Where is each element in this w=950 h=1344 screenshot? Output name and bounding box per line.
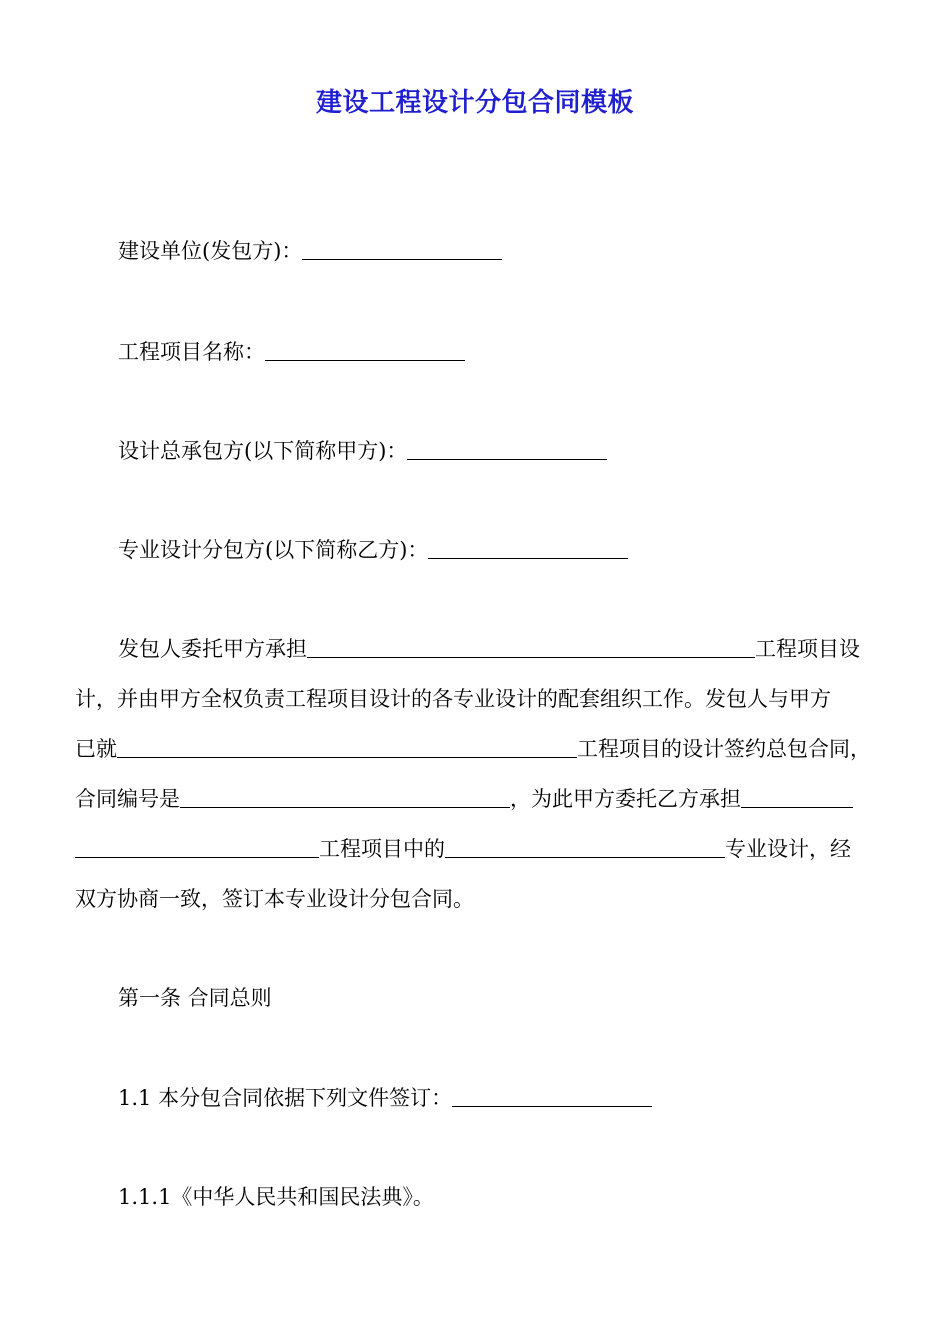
subcontractor-label: 专业设计分包方(以下简称乙方)： xyxy=(118,538,429,562)
intro-text: 工程项目设 xyxy=(755,637,860,661)
general-contractor-field xyxy=(118,436,607,466)
general-contractor-label: 设计总承包方(以下简称甲方)： xyxy=(118,439,408,463)
project-name-label: 工程项目名称： xyxy=(118,340,265,364)
intro-text: 计，并由甲方全权负责工程项目设计的各专业设计的配套组织工作。发包人与甲方 xyxy=(75,687,831,711)
intro-line-5 xyxy=(75,834,880,864)
contract-number-blank[interactable] xyxy=(180,787,510,808)
intro-text: 工程项目的设计签约总包合同， xyxy=(577,737,871,761)
general-contractor-blank[interactable] xyxy=(407,439,607,460)
builder-field xyxy=(118,236,502,266)
subcontract-project-blank-continued[interactable] xyxy=(75,837,319,858)
intro-line-6 xyxy=(75,884,880,914)
builder-label: 建设单位(发包方)： xyxy=(118,239,303,263)
specialty-blank[interactable] xyxy=(445,837,725,858)
intro-text: 发包人委托甲方承担 xyxy=(118,637,307,661)
subcontractor-blank[interactable] xyxy=(428,538,628,559)
documents-blank[interactable] xyxy=(452,1086,652,1107)
project-name-blank[interactable] xyxy=(265,340,465,361)
intro-text: ，为此甲方委托乙方承担 xyxy=(510,787,741,811)
clause-1-1-1: 1.1.1《中华人民共和国民法典》。 xyxy=(118,1185,434,1209)
project-name-field xyxy=(118,337,465,367)
clause-1-1 xyxy=(118,1083,652,1113)
builder-blank[interactable] xyxy=(302,239,502,260)
intro-line-1 xyxy=(118,634,860,664)
intro-line-2 xyxy=(75,684,880,714)
intro-text: 双方协商一致，签订本专业设计分包合同。 xyxy=(75,887,474,911)
article-1-heading: 第一条 合同总则 xyxy=(118,986,272,1010)
intro-text: 工程项目中的 xyxy=(319,837,445,861)
contract-project-blank[interactable] xyxy=(117,737,577,758)
clause-text: 1.1 本分包合同依据下列文件签订： xyxy=(118,1086,453,1110)
document-title: 建设工程设计分包合同模板 xyxy=(315,88,634,118)
intro-text: 专业设计，经 xyxy=(725,837,851,861)
intro-text: 已就 xyxy=(75,737,117,761)
intro-text: 合同编号是 xyxy=(75,787,180,811)
project-blank[interactable] xyxy=(307,637,755,658)
subcontractor-field xyxy=(118,535,628,565)
intro-line-4 xyxy=(75,784,880,814)
subcontract-project-blank[interactable] xyxy=(741,787,853,808)
intro-line-3 xyxy=(75,734,880,764)
